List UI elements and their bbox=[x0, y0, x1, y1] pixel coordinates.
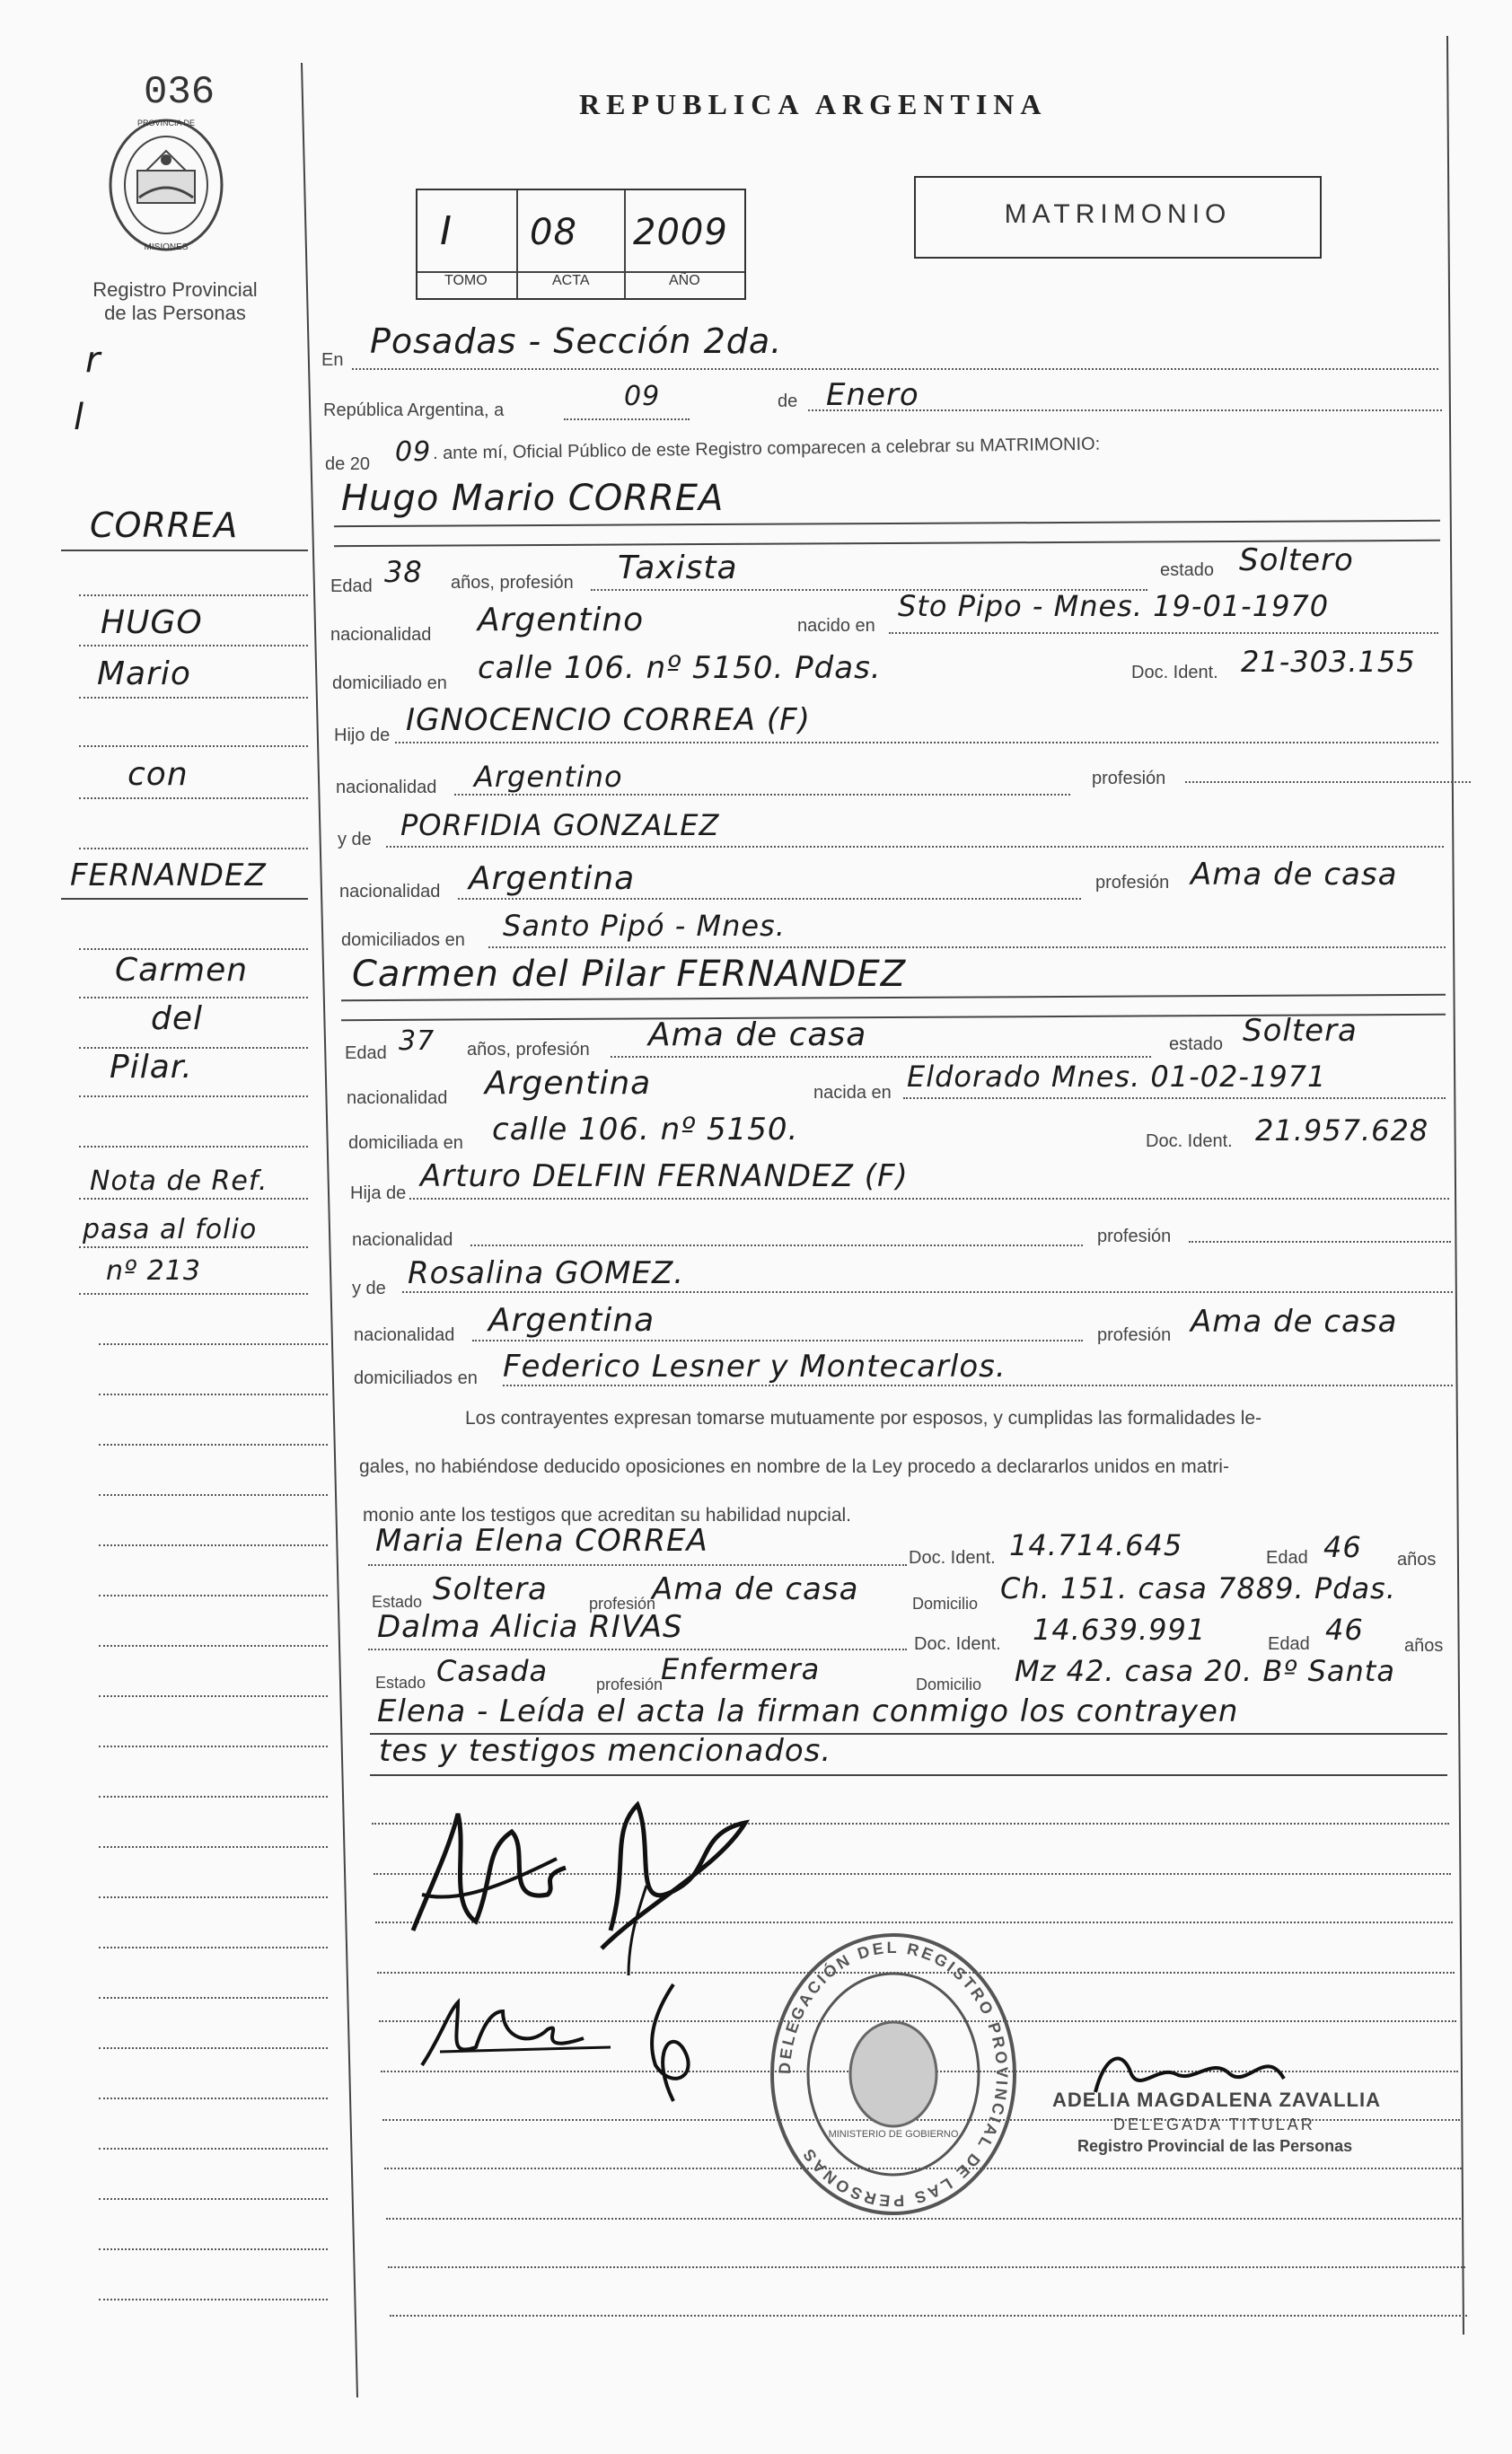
bride-mother-nat-label: nacionalidad bbox=[354, 1325, 455, 1345]
declaration-line3: monio ante los testigos que acreditan su habilidad nupcial. bbox=[363, 1505, 852, 1526]
witness1-address: Ch. 151. casa 7889. Pdas. bbox=[1000, 1571, 1396, 1605]
margin-tick-1: r bbox=[85, 339, 101, 381]
groom-profession: Taxista bbox=[618, 550, 738, 586]
bride-parents-addr-label: domiciliados en bbox=[354, 1368, 478, 1388]
bride-full-name: Carmen del Pilar FERNANDEZ bbox=[352, 954, 907, 995]
groom-father-nat: Argentino bbox=[474, 760, 623, 794]
margin-note-line2: pasa al folio bbox=[83, 1214, 258, 1245]
groom-edad-label: Edad bbox=[330, 576, 373, 596]
officer-registry: Registro Provincial de las Personas bbox=[1077, 2137, 1353, 2155]
groom-address: calle 106. nº 5150. Pdas. bbox=[478, 650, 882, 686]
registry-name-line2: de las Personas bbox=[104, 302, 246, 324]
en-label: En bbox=[321, 350, 344, 370]
bride-nationality: Argentina bbox=[485, 1065, 652, 1102]
bride-father-label: Hija de bbox=[350, 1183, 407, 1203]
seal-text-top: PROVINCIA DE bbox=[136, 119, 195, 128]
witness2-edad-label: Edad bbox=[1268, 1634, 1310, 1654]
anio-label: AÑO bbox=[669, 273, 700, 288]
folio-number: 036 bbox=[144, 70, 215, 115]
bride-signature bbox=[575, 1796, 772, 1993]
bride-father: Arturo DELFIN FERNANDEZ (F) bbox=[420, 1158, 909, 1194]
bride-nacida-label: nacida en bbox=[813, 1083, 892, 1103]
witness1-age: 46 bbox=[1323, 1530, 1362, 1564]
seal-text-bottom: MISIONES bbox=[144, 242, 189, 252]
groom-status: Soltero bbox=[1239, 542, 1354, 578]
bride-mother-label: y de bbox=[352, 1279, 386, 1298]
groom-mother: PORFIDIA GONZALEZ bbox=[400, 808, 720, 842]
margin-bride-name1: Carmen bbox=[115, 952, 249, 989]
witness2-status: Casada bbox=[436, 1654, 549, 1688]
witness1-name: Maria Elena CORREA bbox=[375, 1523, 708, 1559]
groom-mother-nat-label: nacionalidad bbox=[339, 882, 441, 902]
groom-mother-nat: Argentina bbox=[469, 860, 636, 897]
witness1-anos-label: años bbox=[1397, 1550, 1437, 1570]
page-title: REPUBLICA ARGENTINA bbox=[579, 88, 1048, 120]
bride-domicilio-label: domiciliada en bbox=[348, 1133, 463, 1153]
bride-mother-nat: Argentina bbox=[488, 1302, 655, 1339]
tomo-label: TOMO bbox=[444, 273, 488, 288]
closing-line2: tes y testigos mencionados. bbox=[379, 1733, 832, 1769]
stamp-inner-text: MINISTERIO DE GOBIERNO bbox=[828, 2129, 959, 2140]
witness1-status: Soltera bbox=[433, 1571, 548, 1607]
groom-mother-label: y de bbox=[338, 830, 372, 849]
margin-bride-name2: del bbox=[151, 1000, 204, 1037]
bride-doc: 21.957.628 bbox=[1255, 1113, 1429, 1148]
groom-nacido-label: nacido en bbox=[797, 616, 875, 636]
margin-note-line3: nº 213 bbox=[106, 1255, 201, 1287]
bride-mother: Rosalina GOMEZ. bbox=[408, 1255, 685, 1291]
witness1-estado-label: Estado bbox=[372, 1593, 423, 1611]
anio-value: 2009 bbox=[633, 212, 728, 253]
groom-nacionalidad-label: nacionalidad bbox=[330, 625, 432, 645]
bride-status: Soltera bbox=[1243, 1013, 1358, 1049]
intro-text: . ante mí, Oficial Público de este Registro comparecen a celebrar su MATRIMONIO: bbox=[432, 434, 1101, 463]
margin-tick-2: l bbox=[74, 397, 85, 438]
declaration-line1: Los contrayentes expresan tomarse mutuamente por esposos, y cumplidas las formalidades le- bbox=[465, 1408, 1262, 1429]
bride-profesion-label: años, profesión bbox=[467, 1040, 590, 1060]
year-prefix: de 20 bbox=[325, 454, 371, 474]
groom-nationality: Argentino bbox=[478, 602, 645, 638]
groom-parents-addr-label: domiciliados en bbox=[341, 930, 465, 950]
registry-stamp bbox=[763, 1931, 1024, 2218]
margin-groom-name2: Mario bbox=[97, 655, 191, 692]
witness1-doc: 14.714.645 bbox=[1009, 1528, 1183, 1562]
stamp-ring-text: DELEGACIÓN DEL REGISTRO PROVINCIAL DE LAS PERSONAS bbox=[775, 1938, 1012, 2211]
declaration-line2: gales, no habiéndose deducido oposiciones en nombre de la Ley procedo a declararlos unidos en matri- bbox=[359, 1456, 1229, 1477]
doc-type-label: MATRIMONIO bbox=[1004, 199, 1232, 229]
witness2-signature bbox=[620, 1975, 718, 2110]
margin-bride-name3: Pilar. bbox=[110, 1049, 193, 1086]
groom-domicilio-label: domiciliado en bbox=[332, 673, 447, 693]
groom-doc-label: Doc. Ident. bbox=[1131, 663, 1218, 682]
groom-age: 38 bbox=[384, 555, 423, 589]
margin-note-line1: Nota de Ref. bbox=[90, 1165, 268, 1197]
groom-profesion-label: años, profesión bbox=[451, 573, 574, 593]
witness2-address: Mz 42. casa 20. Bº Santa bbox=[1015, 1654, 1395, 1688]
witness1-profession: Ama de casa bbox=[652, 1571, 859, 1607]
officer-name: ADELIA MAGDALENA ZAVALLIA bbox=[1052, 2089, 1381, 2111]
bride-profession: Ama de casa bbox=[648, 1016, 867, 1053]
bride-birthplace: Eldorado Mnes. 01-02-1971 bbox=[907, 1060, 1327, 1094]
bride-doc-label: Doc. Ident. bbox=[1146, 1131, 1233, 1151]
officer-title: DELEGADA TITULAR bbox=[1113, 2115, 1315, 2133]
witness1-signature bbox=[404, 1984, 620, 2083]
day-value: 09 bbox=[624, 381, 661, 412]
margin-connector: con bbox=[127, 756, 189, 793]
bride-age: 37 bbox=[399, 1025, 435, 1057]
margin-bride-surname: FERNANDEZ bbox=[70, 858, 267, 893]
witness1-edad-label: Edad bbox=[1266, 1548, 1308, 1568]
groom-father-nat-label: nacionalidad bbox=[336, 778, 437, 797]
bride-edad-label: Edad bbox=[345, 1043, 387, 1063]
witness2-age: 46 bbox=[1325, 1613, 1364, 1647]
tomo-value: I bbox=[440, 208, 453, 254]
bride-estado-label: estado bbox=[1169, 1034, 1224, 1054]
republic-label: República Argentina, a bbox=[323, 400, 505, 420]
witness2-profession: Enfermera bbox=[661, 1652, 821, 1686]
registry-name-line1: Registro Provincial bbox=[92, 278, 258, 301]
groom-parents-addr: Santo Pipó - Mnes. bbox=[503, 909, 786, 943]
groom-estado-label: estado bbox=[1160, 560, 1215, 580]
acta-label: ACTA bbox=[552, 273, 590, 288]
groom-doc: 21-303.155 bbox=[1241, 645, 1416, 679]
bride-mother-prof: Ama de casa bbox=[1191, 1304, 1398, 1340]
witness1-profesion-label: profesión bbox=[589, 1595, 656, 1613]
witness1-doc-label: Doc. Ident. bbox=[909, 1548, 996, 1568]
closing-line1: Elena - Leída el acta la firman conmigo los contrayen bbox=[377, 1693, 1239, 1729]
bride-father-prof-label: profesión bbox=[1097, 1227, 1172, 1246]
witness2-estado-label: Estado bbox=[375, 1674, 426, 1692]
margin-groom-name1: HUGO bbox=[101, 604, 203, 641]
year-suffix: 09 bbox=[395, 436, 432, 468]
witness2-doc-label: Doc. Ident. bbox=[914, 1634, 1001, 1654]
margin-groom-surname: CORREA bbox=[90, 506, 239, 545]
groom-signature bbox=[395, 1796, 575, 1948]
groom-full-name: Hugo Mario CORREA bbox=[341, 478, 725, 519]
acta-value: 08 bbox=[530, 212, 577, 253]
bride-nacionalidad-label: nacionalidad bbox=[347, 1088, 448, 1108]
provincial-seal bbox=[103, 115, 229, 259]
groom-birthplace: Sto Pipo - Mnes. 19-01-1970 bbox=[898, 589, 1330, 623]
groom-father: IGNOCENCIO CORREA (F) bbox=[406, 702, 811, 738]
groom-father-label: Hijo de bbox=[334, 726, 391, 745]
witness1-domicilio-label: Domicilio bbox=[912, 1595, 979, 1613]
groom-mother-prof-label: profesión bbox=[1095, 873, 1170, 893]
witness2-name: Dalma Alicia RIVAS bbox=[377, 1609, 683, 1645]
groom-mother-prof: Ama de casa bbox=[1191, 857, 1398, 893]
witness2-anos-label: años bbox=[1404, 1636, 1444, 1656]
witness2-profesion-label: profesión bbox=[596, 1676, 664, 1693]
right-edge-rule bbox=[1437, 36, 1472, 2335]
bride-address: calle 106. nº 5150. bbox=[492, 1112, 799, 1148]
month-value: Enero bbox=[826, 377, 919, 413]
bride-parents-addr: Federico Lesner y Montecarlos. bbox=[503, 1349, 1007, 1385]
de-label: de bbox=[778, 391, 798, 411]
bride-mother-prof-label: profesión bbox=[1097, 1325, 1172, 1345]
groom-father-prof-label: profesión bbox=[1092, 769, 1166, 788]
witness2-doc: 14.639.991 bbox=[1033, 1613, 1207, 1647]
place-value: Posadas - Sección 2da. bbox=[370, 321, 783, 361]
bride-father-nat-label: nacionalidad bbox=[352, 1230, 453, 1250]
witness2-domicilio-label: Domicilio bbox=[916, 1676, 982, 1693]
